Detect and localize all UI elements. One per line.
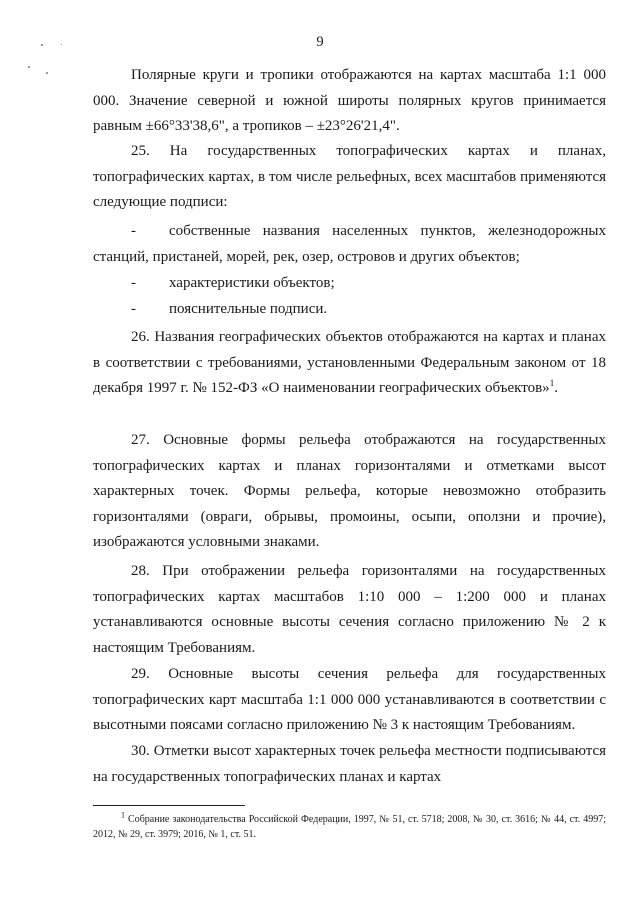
paragraph-29 — [93, 662, 606, 739]
bullet-dash: - — [131, 275, 136, 291]
footnote-separator — [93, 805, 245, 806]
paragraph-28-text: 28. При отображении рельефа горизонталями на государственных топографических картах масштабов 1:10 000 – 1:200 000 и планах устанавливаются основные высоты сечения согласно приложению № 2 к настоящим Требованиям. — [93, 563, 606, 656]
bullet-dash: - — [131, 301, 136, 317]
paragraph-27-text: 27. Основные формы рельефа отображаются на государственных топографических картах и планах горизонталями и отметками высот характерных точек. Формы рельефа, которые невозможно отобразить горизонталями (овраги, обрывы, промоины, осыпи, оползни и прочие), изображаются условными знаками. — [93, 432, 606, 550]
bullet-dash: - — [131, 223, 136, 239]
scan-speck — [46, 72, 48, 74]
paragraph-28 — [93, 559, 606, 661]
bullet-text-3: пояснительные подписи. — [169, 301, 328, 317]
footnote — [93, 812, 606, 842]
paragraph-intro-text: Полярные круги и тропики отображаются на картах масштаба 1:1 000 000. Значение северной и южной широты полярных кругов принимается равным ±66°33'38,6", а тропиков – ±23°26'21,4". — [93, 67, 606, 134]
paragraph-26-end: . — [554, 380, 558, 396]
paragraph-25-text: 25. На государственных топографических картах и планах, топографических картах, в том числе рельефных, всех масштабов применяются следующие подписи: — [93, 143, 606, 210]
page-number: 9 — [316, 34, 324, 50]
paragraph-30-text: 30. Отметки высот характерных точек рельефа местности подписываются на государственных топографических планах и картах — [93, 743, 606, 785]
bullet-item — [93, 297, 606, 323]
paragraph-26-text: 26. Названия географических объектов отображаются на картах и планах в соответствии с требованиями, установленными Федеральным законом от 18 декабря 1997 г. № 152-ФЗ «О наименовании географических объектов» — [93, 329, 606, 396]
footnote-text: Собрание законодательства Российской Федерации, 1997, № 51, ст. 5718; 2008, № 30, ст. 3616; № 44, ст. 4997; 2012, № 29, ст. 3979; 2016, № 1, ст. 51. — [93, 814, 606, 840]
paragraph-30 — [93, 739, 606, 790]
bullet-item — [93, 219, 606, 270]
paragraph-intro — [93, 63, 606, 140]
bullet-text-2: характеристики объектов; — [169, 275, 335, 291]
footnote-marker: 1 — [121, 810, 125, 820]
footnote-reference: 1 — [549, 378, 555, 388]
paragraph-25 — [93, 139, 606, 216]
paragraph-27 — [93, 428, 606, 556]
scan-speck — [28, 66, 30, 68]
bullet-text-1: собственные названия населенных пунктов, железнодорожных станций, пристаней, морей, рек, озер, островов и других объектов; — [93, 223, 606, 265]
paragraph-29-text: 29. Основные высоты сечения рельефа для государственных топографических карт масштаба 1:1 000 000 устанавливаются в соответствии с высотными поясами согласно приложению № 3 к настоящим Требованиям. — [93, 666, 606, 733]
paragraph-26 — [93, 325, 606, 402]
bullet-item — [93, 271, 606, 297]
